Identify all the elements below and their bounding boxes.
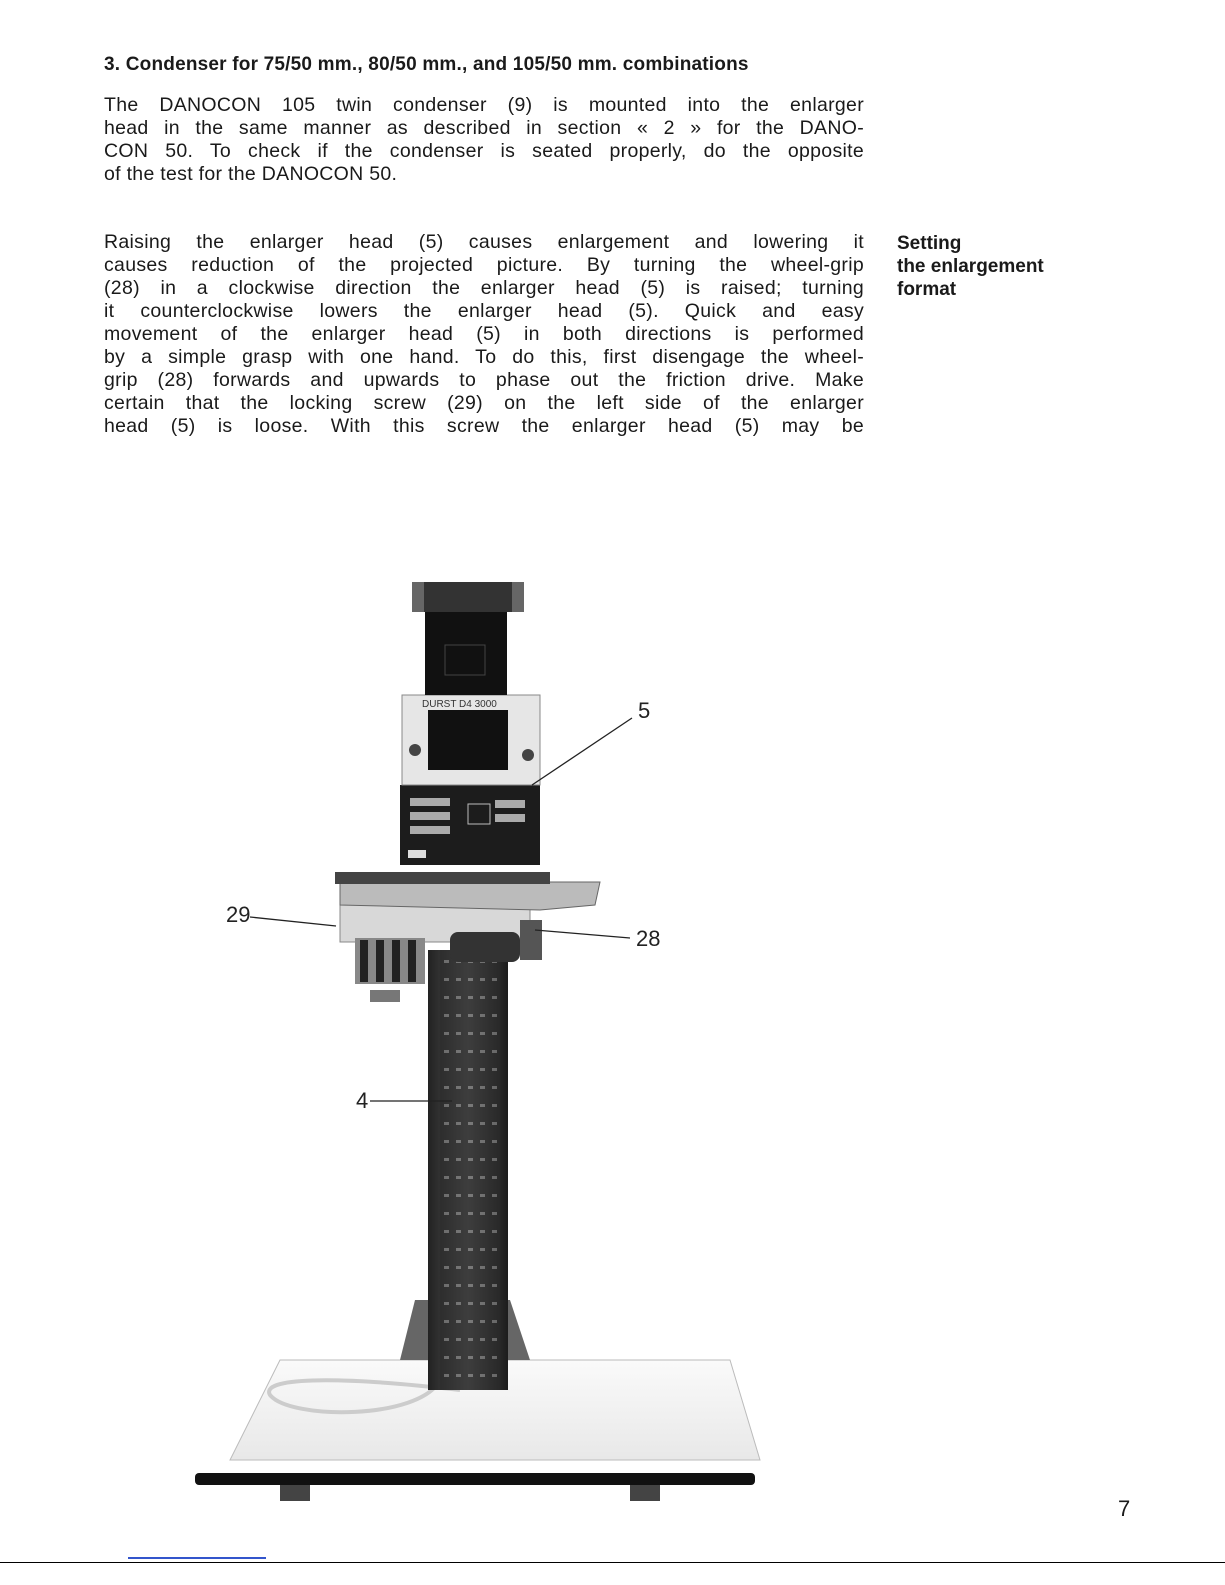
page-number: 7 xyxy=(1118,1496,1131,1521)
callout-line-28 xyxy=(535,930,630,938)
margin-heading-line: the enlargement xyxy=(897,256,1044,277)
callout-line-5 xyxy=(532,718,632,785)
baseboard-edge xyxy=(195,1473,755,1485)
callout-head: 5 xyxy=(638,698,651,723)
scan-mark xyxy=(128,1557,266,1559)
paragraph-line: movement of the enlarger head (5) in both directions is performed xyxy=(104,323,864,345)
paragraph-line: The DANOCON 105 twin condenser (9) is mounted into the enlarger xyxy=(104,94,864,116)
paragraph-line: certain that the locking screw (29) on the left side of the enlarger xyxy=(104,392,864,414)
paragraph-line: by a simple grasp with one hand. To do this, first disengage the wheel- xyxy=(104,346,864,368)
margin-heading-line: format xyxy=(897,279,957,300)
callout-column: 4 xyxy=(356,1088,369,1113)
negative-stage xyxy=(340,882,600,910)
paragraph-line: grip (28) forwards and upwards to phase out the friction drive. Make xyxy=(104,369,864,391)
paragraph-line: it counterclockwise lowers the enlarger head (5). Quick and easy xyxy=(104,300,864,322)
callout-wheel-grip: 28 xyxy=(636,926,661,951)
brand-label: DURST D4 3000 xyxy=(422,699,497,710)
paragraph-line: of the test for the DANOCON 50. xyxy=(104,163,398,185)
paragraph-line: head (5) is loose. With this screw the enlarger head (5) may be xyxy=(104,415,864,437)
paragraph-line: Raising the enlarger head (5) causes enlargement and lowering it xyxy=(104,231,864,253)
paragraph-line: (28) in a clockwise direction the enlarger head (5) is raised; turning xyxy=(104,277,864,299)
lamp-housing xyxy=(425,600,507,695)
paragraph-condenser xyxy=(104,94,864,186)
housing-top xyxy=(412,582,524,612)
enlarger-drawing xyxy=(190,560,810,1540)
page-bottom-rule xyxy=(0,1562,1225,1563)
section-heading: 3. Condenser for 75/50 mm., 80/50 mm., and 105/50 mm. combinations xyxy=(104,54,749,75)
callout-locking-screw: 29 xyxy=(226,902,251,927)
callout-line-29 xyxy=(250,917,336,926)
paragraph-enlargement xyxy=(104,231,864,438)
enlarger-illustration xyxy=(190,560,810,1540)
paragraph-line: head in the same manner as described in section « 2 » for the DANO- xyxy=(104,117,864,139)
paragraph-line: CON 50. To check if the condenser is seated properly, do the opposite xyxy=(104,140,864,162)
margin-heading-line: Setting xyxy=(897,233,962,254)
paragraph-line: causes reduction of the projected picture. By turning the wheel-grip xyxy=(104,254,864,276)
margin-heading xyxy=(897,232,1044,301)
head-window xyxy=(428,710,508,770)
